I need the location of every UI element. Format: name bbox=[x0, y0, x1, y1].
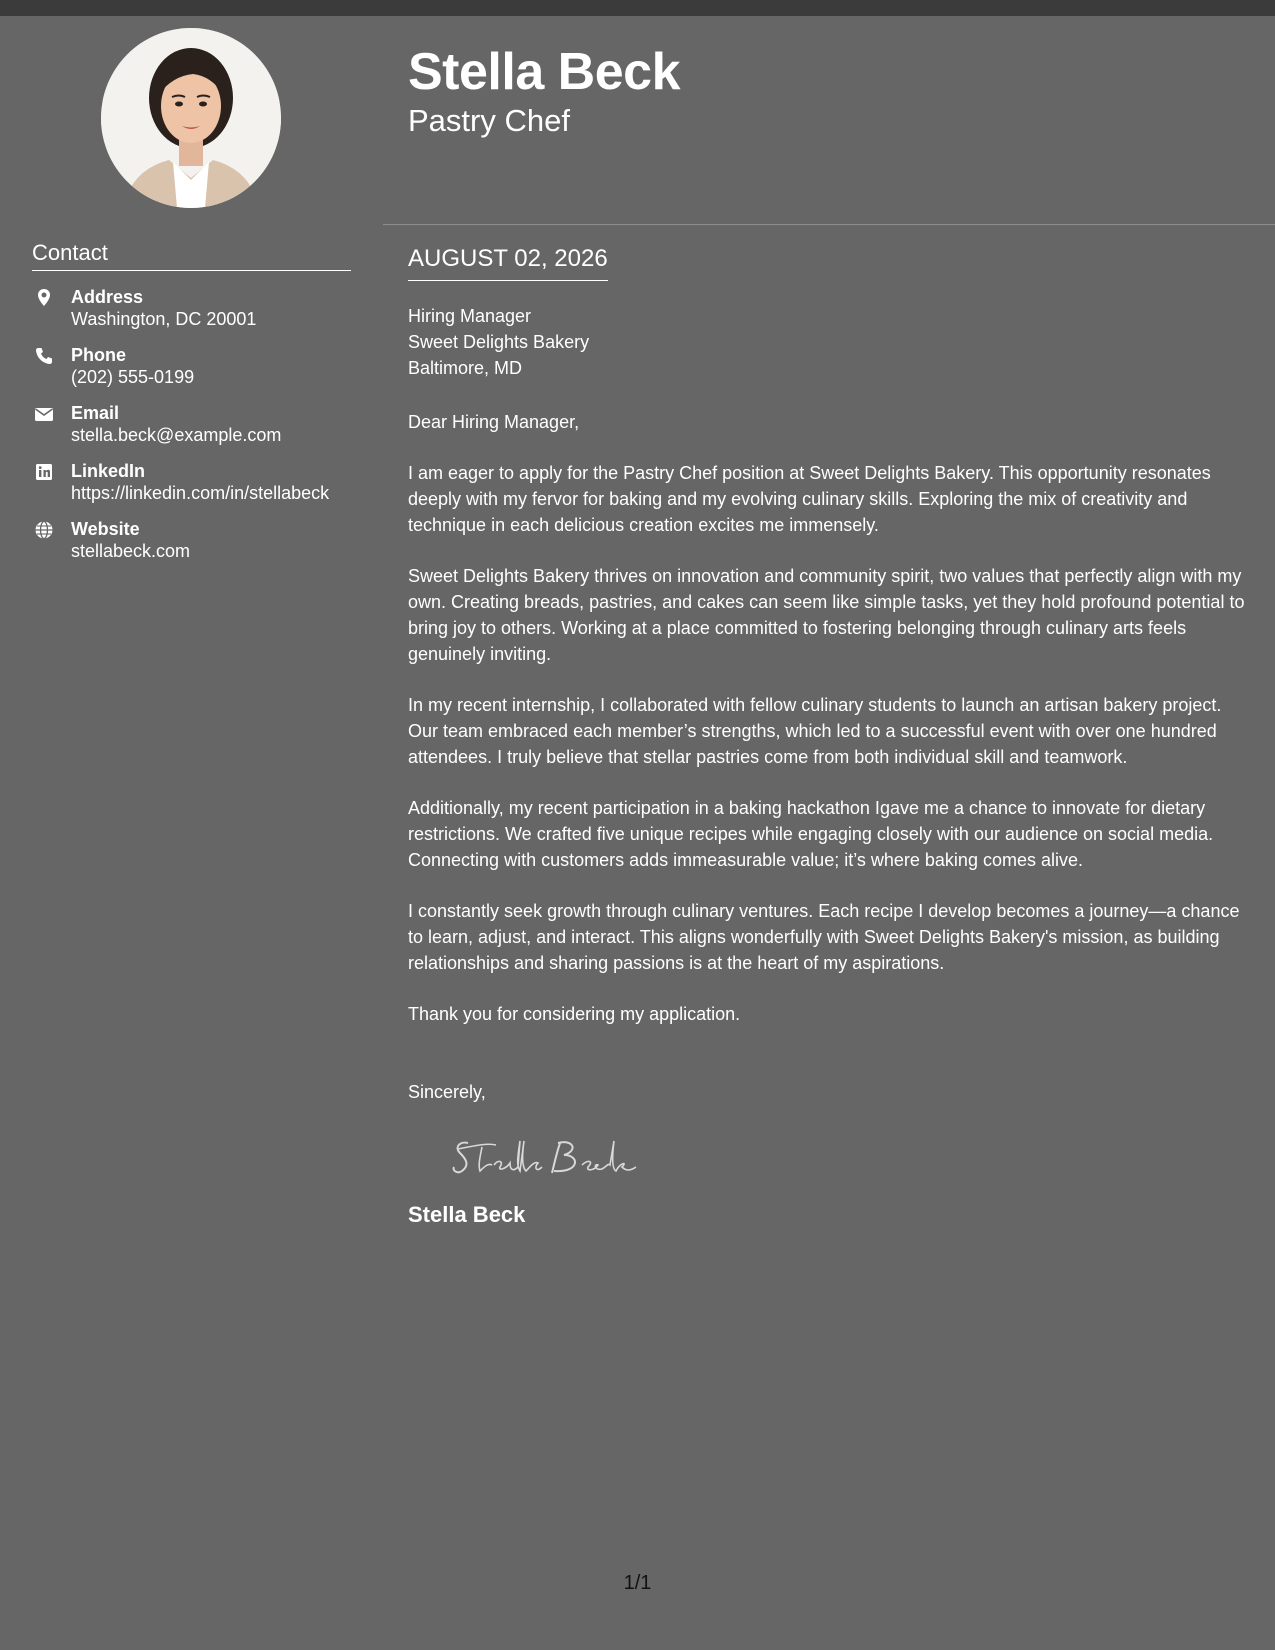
contact-item-address bbox=[32, 286, 352, 331]
letter-date: AUGUST 02, 2026 bbox=[408, 244, 608, 281]
contact-label: Address bbox=[71, 287, 144, 307]
recipient-line: Hiring Manager bbox=[408, 306, 532, 326]
letter-paragraph: Additionally, my recent participation in a baking hackathon Igave me a chance to innovate for dietary restrictions. We crafted five unique recipes while engaging closely with our audience on social media. Connecting with customers adds immeasurable value; it’s where baking comes alive. bbox=[408, 798, 1214, 870]
contact-value: (202) 555-0199 bbox=[71, 367, 195, 387]
signature-graphic bbox=[448, 1127, 648, 1183]
contact-label: Email bbox=[71, 403, 120, 423]
avatar bbox=[101, 28, 281, 208]
signature-name: Stella Beck bbox=[408, 1202, 526, 1227]
salutation: Dear Hiring Manager, bbox=[408, 412, 580, 432]
contact-item-website bbox=[32, 518, 352, 563]
handwritten-signature bbox=[448, 1127, 1248, 1183]
recipient-line: Baltimore, MD bbox=[408, 358, 523, 378]
viewer-top-bar bbox=[0, 0, 1275, 16]
cover-letter-page bbox=[0, 16, 1275, 1650]
contact-heading: Contact bbox=[32, 240, 351, 271]
linkedin-icon bbox=[34, 462, 54, 482]
header-divider bbox=[383, 224, 1275, 225]
map-pin-icon bbox=[34, 288, 54, 308]
letter-paragraph: I constantly seek growth through culinary ventures. Each recipe I develop becomes a journey—a chance to learn, adjust, and interact. This aligns wonderfully with Sweet Delights Bakery's mission, as building relationships and sharing passions is at the heart of my aspirations. bbox=[408, 901, 1240, 973]
letter-paragraph: In my recent internship, I collaborated with fellow culinary students to launch an artisan bakery project. Our team embraced each member’s strengths, which led to a successful event with over one hundred attendees. I truly believe that stellar pastries come from both individual skill and teamwork. bbox=[408, 695, 1222, 767]
letter-body bbox=[408, 303, 1248, 1229]
page-number: 1/1 bbox=[623, 1572, 652, 1594]
applicant-role: Pastry Chef bbox=[408, 103, 570, 138]
contact-label: Website bbox=[71, 519, 140, 539]
recipient-block bbox=[408, 303, 1248, 381]
globe-icon bbox=[34, 520, 54, 540]
profile-photo bbox=[101, 28, 281, 208]
letter-paragraph: I am eager to apply for the Pastry Chef position at Sweet Delights Bakery. This opportunity resonates deeply with my fervor for baking and my evolving culinary skills. Exploring the mix of creativity and technique in each delicious creation excites me immensely. bbox=[408, 463, 1211, 535]
contact-label: LinkedIn bbox=[71, 461, 146, 481]
phone-icon bbox=[34, 346, 54, 366]
contact-item-phone bbox=[32, 344, 352, 389]
contact-list bbox=[32, 286, 352, 576]
contact-value: https://linkedin.com/in/stellabeck bbox=[71, 483, 330, 503]
contact-value: stella.beck@example.com bbox=[71, 425, 282, 445]
contact-label: Phone bbox=[71, 345, 127, 365]
envelope-icon bbox=[34, 404, 54, 424]
contact-value: Washington, DC 20001 bbox=[71, 309, 257, 329]
contact-item-linkedin bbox=[32, 460, 352, 505]
contact-value: stellabeck.com bbox=[71, 541, 191, 561]
contact-item-email bbox=[32, 402, 352, 447]
letter-paragraph: Sweet Delights Bakery thrives on innovation and community spirit, two values that perfectly align with my own. Creating breads, pastries, and cakes can seem like simple tasks, yet they hold profound potential to bring joy to others. Working at a place committed to fostering belonging through culinary arts feels genuinely inviting. bbox=[408, 566, 1245, 664]
recipient-line: Sweet Delights Bakery bbox=[408, 332, 590, 352]
closing-thanks: Thank you for considering my application. bbox=[408, 1004, 741, 1024]
letter-main bbox=[383, 16, 1275, 1650]
sign-off: Sincerely, bbox=[408, 1082, 486, 1102]
sidebar bbox=[0, 16, 383, 1650]
applicant-name: Stella Beck bbox=[408, 43, 680, 101]
